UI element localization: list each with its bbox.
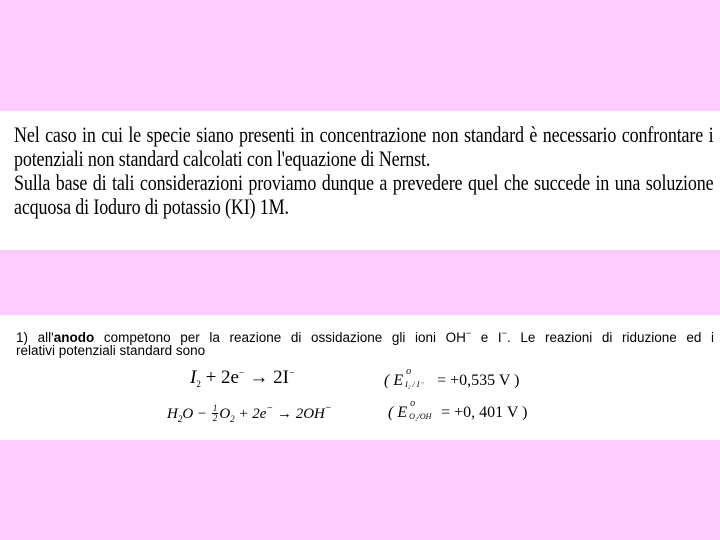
paragraph-line: Nel caso in cui le specie siano presenti in concentrazione non standard è necessario confrontare i	[14, 122, 714, 147]
oxygen-reduction-equation: $H_2O$ − $\frac{1}{2}$ $O_2 + 2e^- \to 2OH^-$	[167, 403, 332, 424]
anode-keyword: anodo	[53, 330, 95, 345]
oxygen-standard-potential: ( E o O₂/OH = +0, 401 V )	[388, 398, 528, 421]
iodine-standard-potential: ( E o I₂ / I⁻ = +0,535 V )	[384, 366, 520, 389]
anode-sentence: 1) all'anodo competono per la reazione di ossidazione gli ioni OH− e I−. Le reazioni di riduzione ed i	[16, 328, 714, 345]
paragraph-line: potenziali non standard calcolati con l'equazione di Nernst.	[14, 146, 431, 171]
text-panel-nernst	[0, 111, 720, 250]
paragraph-line: acquosa di Ioduro di potassio (KI) 1M.	[14, 194, 289, 219]
paragraph-line: Sulla base di tali considerazioni proviamo dunque a prevedere quel che succede in una soluzione	[14, 170, 714, 195]
anode-sentence-cont: relativi potenziali standard sono	[16, 343, 206, 358]
iodine-reduction-equation: $I_2 + 2e^- \to 2I^-$	[190, 367, 295, 389]
text-panel-anode	[0, 315, 720, 440]
